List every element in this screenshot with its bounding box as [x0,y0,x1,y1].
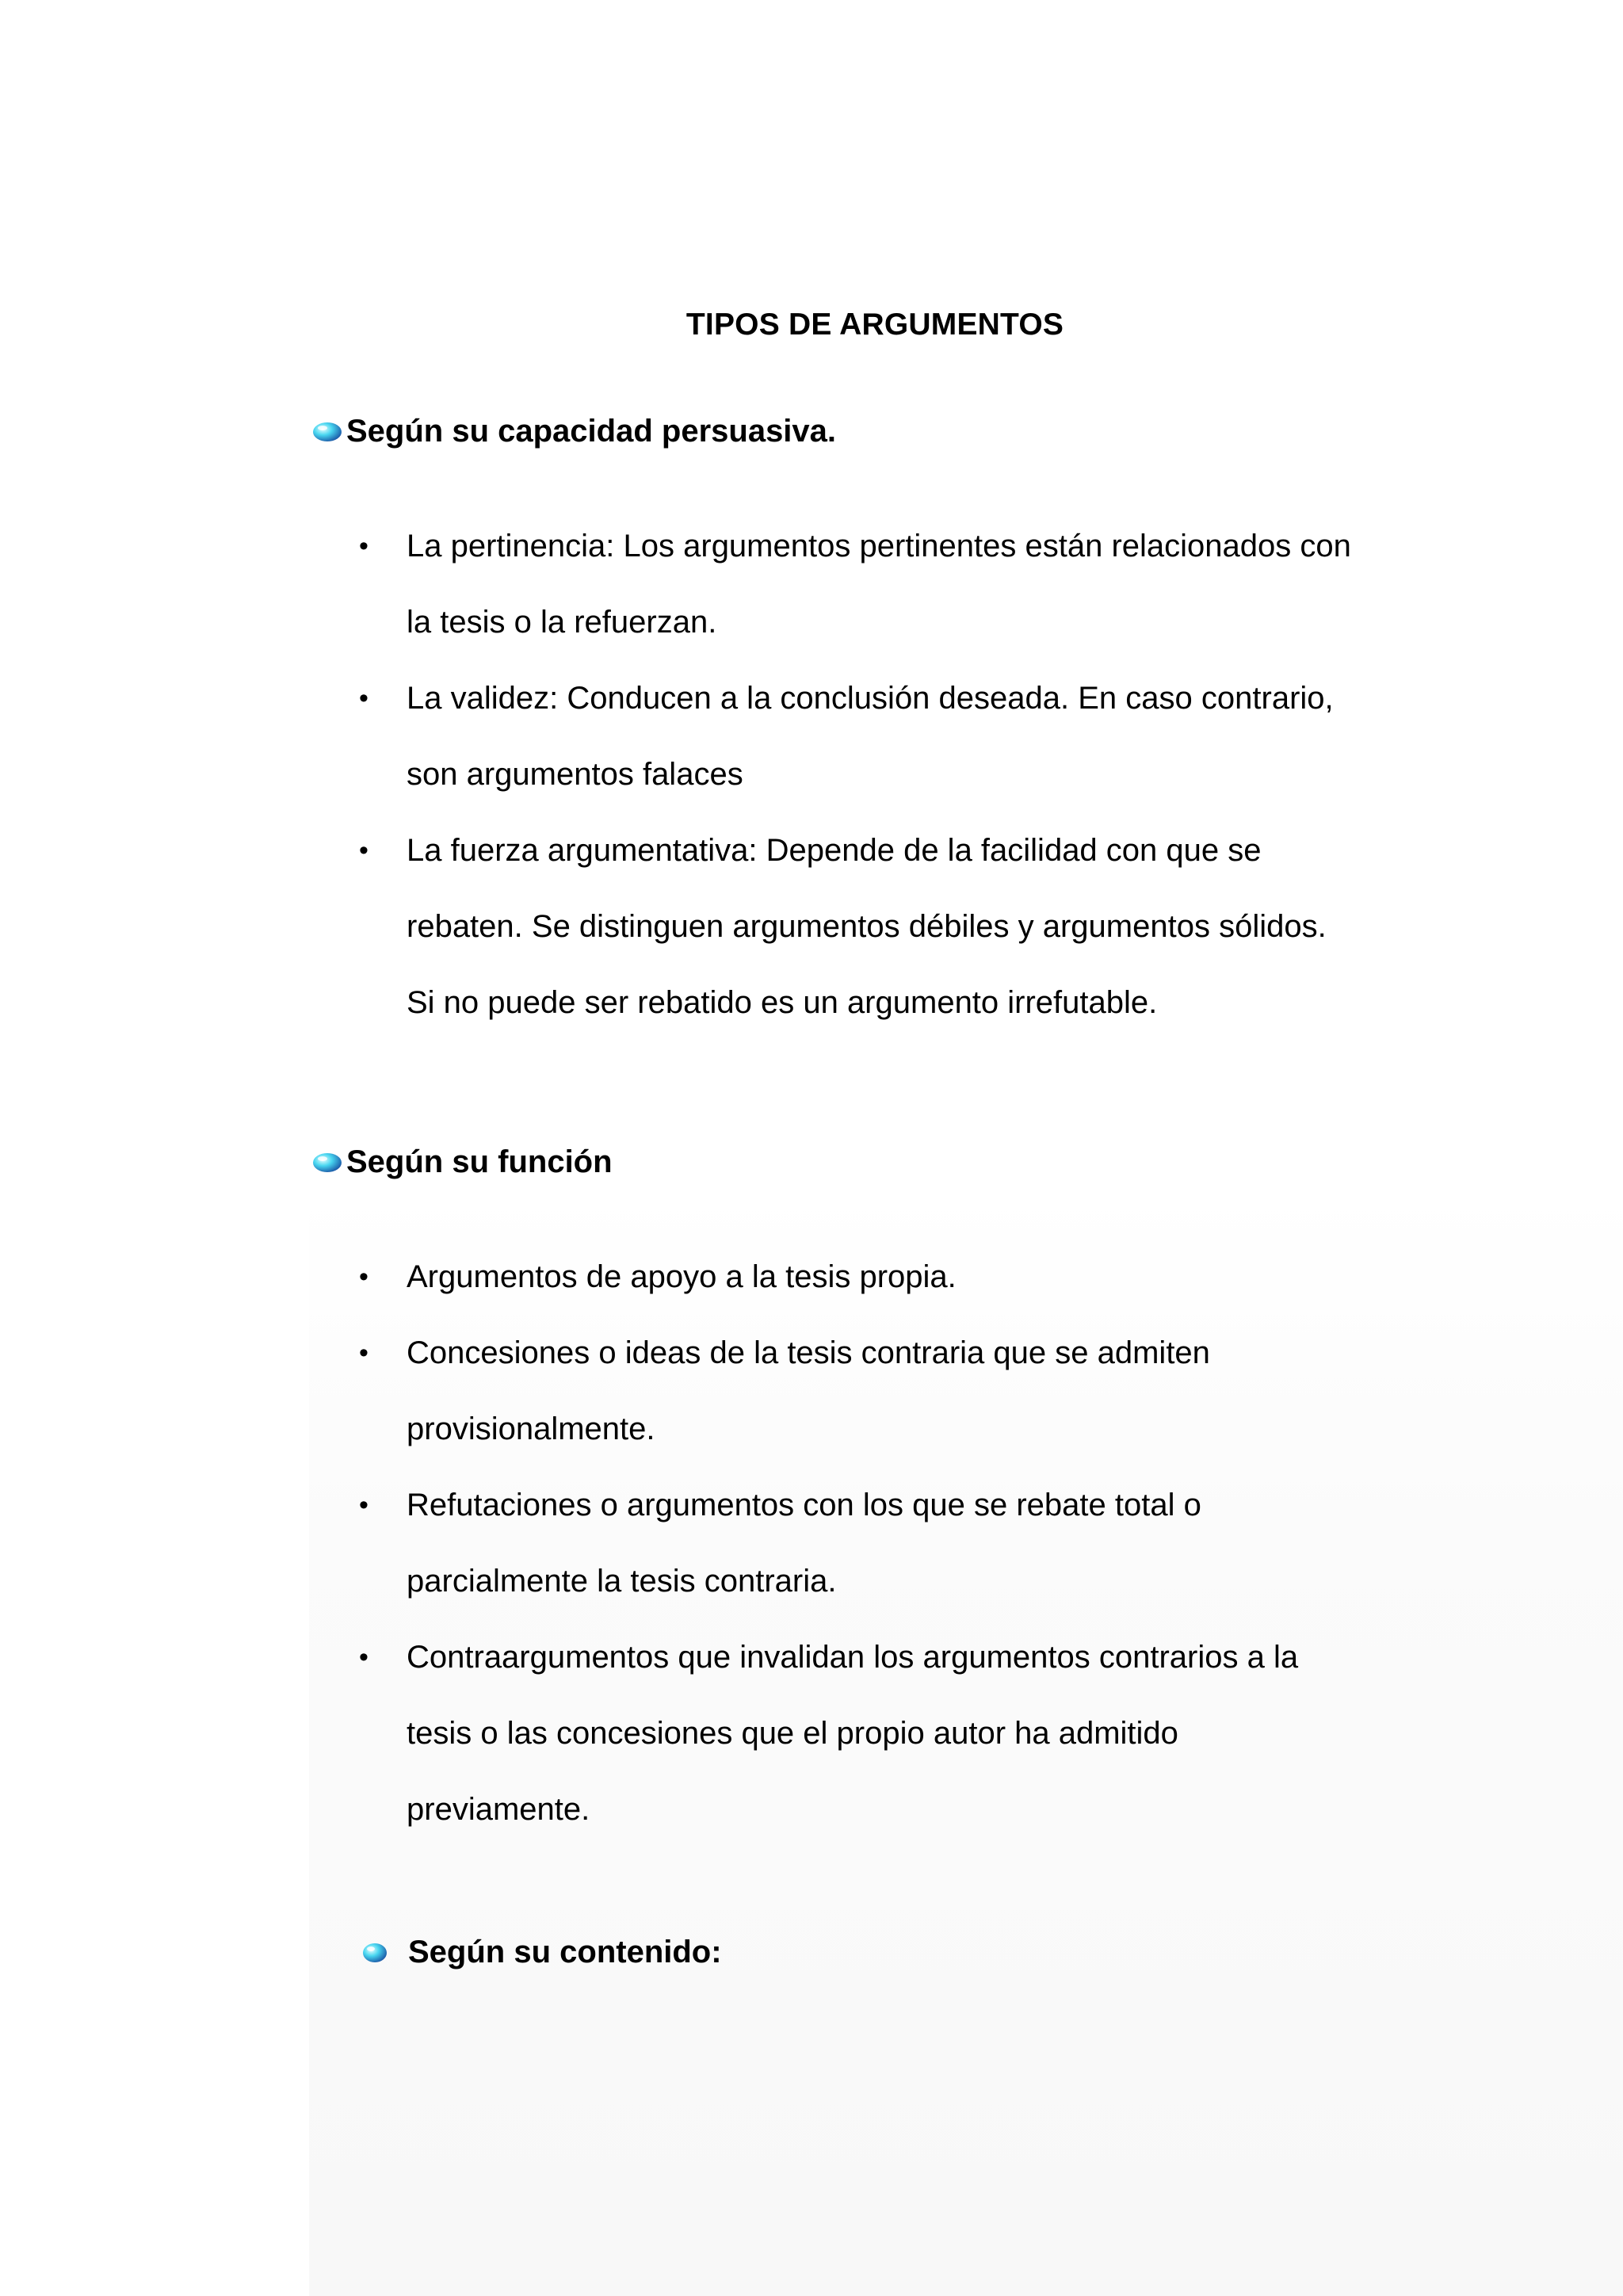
list-item-line: provisionalmente. [407,1412,655,1446]
list-item-line: la tesis o la refuerzan. [407,605,717,640]
list-item-line: parcialmente la tesis contraria. [407,1564,837,1599]
section-heading-text: Según su función [346,1144,613,1179]
section-heading-text: Según su contenido: [408,1935,722,1969]
bullet-dot: • [359,683,369,713]
list-item-line: La validez: Conducen a la conclusión deseada. En caso contrario, [407,681,1334,716]
bullet-dot: • [359,531,369,561]
list-item-line: La pertinencia: Los argumentos pertinentes están relacionados con [407,529,1351,563]
section-heading-text: Según su capacidad persuasiva. [346,414,837,449]
list-item-line: Si no puede ser rebatido es un argumento irrefutable. [407,985,1158,1020]
list-item-line: Contraargumentos que invalidan los argumentos contrarios a la [407,1640,1299,1675]
document-title: TIPOS DE ARGUMENTOS [685,308,1064,342]
list-item-line: Argumentos de apoyo a la tesis propia. [407,1259,957,1294]
list-item-line: La fuerza argumentativa: Depende de la facilidad con que se [407,833,1262,868]
section-heading-function [311,1144,613,1180]
list-item-line: tesis o las concesiones que el propio autor ha admitido [407,1716,1178,1751]
list-item-line: previamente. [407,1792,590,1827]
list-item-line: rebaten. Se distinguen argumentos débiles y argumentos sólidos. [407,909,1327,944]
gem-bullet-icon [311,1151,343,1175]
section-heading-persuasive [311,414,836,449]
bullet-dot: • [359,1642,369,1672]
section-heading-content [359,1935,722,1970]
list-item-line: Refutaciones o argumentos con los que se rebate total o [407,1488,1201,1522]
gem-bullet-icon [311,420,343,444]
list-item-line: son argumentos falaces [407,757,743,792]
bullet-dot: • [359,1338,369,1368]
gem-bullet-icon [359,1941,391,1965]
bullet-dot: • [359,1490,369,1520]
bullet-dot: • [359,835,369,865]
bullet-dot: • [359,1262,369,1292]
list-item-line: Concesiones o ideas de la tesis contraria que se admiten [407,1335,1210,1370]
